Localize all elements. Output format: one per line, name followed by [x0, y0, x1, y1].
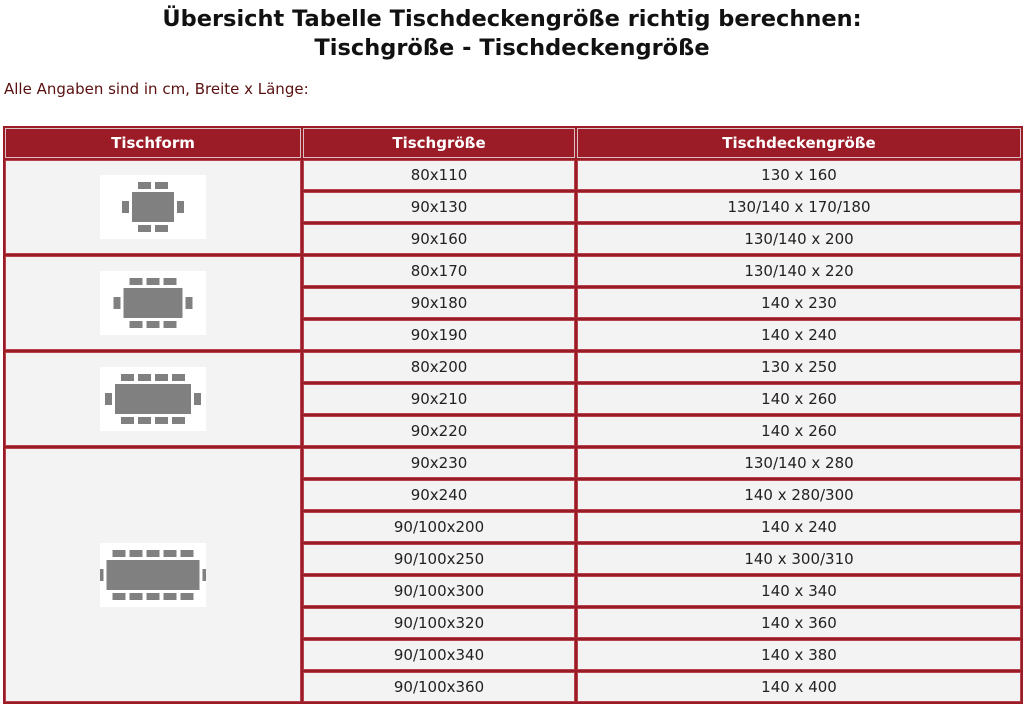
header-cloth-size: Tischdeckengröße: [577, 128, 1021, 158]
cloth-size-cell: 140 x 380: [577, 640, 1021, 670]
cloth-size-cell: 140 x 260: [577, 384, 1021, 414]
cloth-size-cell: 130/140 x 280: [577, 448, 1021, 478]
cloth-size-cell: 140 x 260: [577, 416, 1021, 446]
page-title-line-2: Tischgröße - Tischdeckengröße: [314, 35, 710, 61]
table-size-cell: 90/100x320: [303, 608, 575, 638]
table-size-cell: 80x170: [303, 256, 575, 286]
cloth-size-cell: 140 x 300/310: [577, 544, 1021, 574]
cloth-size-cell: 140 x 240: [577, 512, 1021, 542]
table-size-cell: 90x220: [303, 416, 575, 446]
table-shape-cell: [5, 160, 301, 254]
table-row: [5, 160, 1021, 190]
cloth-size-cell: 130/140 x 170/180: [577, 192, 1021, 222]
table-with-10-chairs-icon: [100, 367, 206, 431]
table-size-cell: 90x240: [303, 480, 575, 510]
table-with-8-chairs-icon: [100, 271, 206, 335]
table-size-cell: 90x230: [303, 448, 575, 478]
table-size-cell: 90/100x250: [303, 544, 575, 574]
table-size-cell: 80x200: [303, 352, 575, 382]
page-title-line-1: Übersicht Tabelle Tischdeckengröße richtig berechnen:: [162, 6, 862, 32]
table-size-cell: 80x110: [303, 160, 575, 190]
table-size-cell: 90x160: [303, 224, 575, 254]
cloth-size-cell: 130/140 x 220: [577, 256, 1021, 286]
cloth-size-cell: 140 x 280/300: [577, 480, 1021, 510]
table-shape-cell: [5, 352, 301, 446]
units-note: Alle Angaben sind in cm, Breite x Länge:: [4, 80, 309, 98]
table-row: [5, 256, 1021, 286]
table-size-cell: 90x130: [303, 192, 575, 222]
table-shape-cell: [5, 448, 301, 702]
cloth-size-cell: 140 x 360: [577, 608, 1021, 638]
table-size-cell: 90/100x360: [303, 672, 575, 702]
header-table-shape: Tischform: [5, 128, 301, 158]
table-size-cell: 90x180: [303, 288, 575, 318]
table-row: [5, 352, 1021, 382]
table-row: [5, 448, 1021, 478]
table-shape-cell: [5, 256, 301, 350]
cloth-size-cell: 130/140 x 200: [577, 224, 1021, 254]
header-table-size: Tischgröße: [303, 128, 575, 158]
table-body: [5, 160, 1021, 702]
table-with-12-chairs-icon: [100, 543, 206, 607]
cloth-size-cell: 140 x 340: [577, 576, 1021, 606]
table-header-row: [5, 128, 1021, 158]
table-size-cell: 90/100x200: [303, 512, 575, 542]
table-size-cell: 90/100x300: [303, 576, 575, 606]
cloth-size-cell: 140 x 230: [577, 288, 1021, 318]
table-with-6-chairs-icon: [100, 175, 206, 239]
table-size-cell: 90x190: [303, 320, 575, 350]
cloth-size-cell: 140 x 240: [577, 320, 1021, 350]
cloth-size-cell: 130 x 250: [577, 352, 1021, 382]
table-size-cell: 90/100x340: [303, 640, 575, 670]
tablecloth-size-table: [3, 126, 1023, 704]
page-title: [0, 5, 1024, 63]
cloth-size-cell: 140 x 400: [577, 672, 1021, 702]
table-size-cell: 90x210: [303, 384, 575, 414]
cloth-size-cell: 130 x 160: [577, 160, 1021, 190]
